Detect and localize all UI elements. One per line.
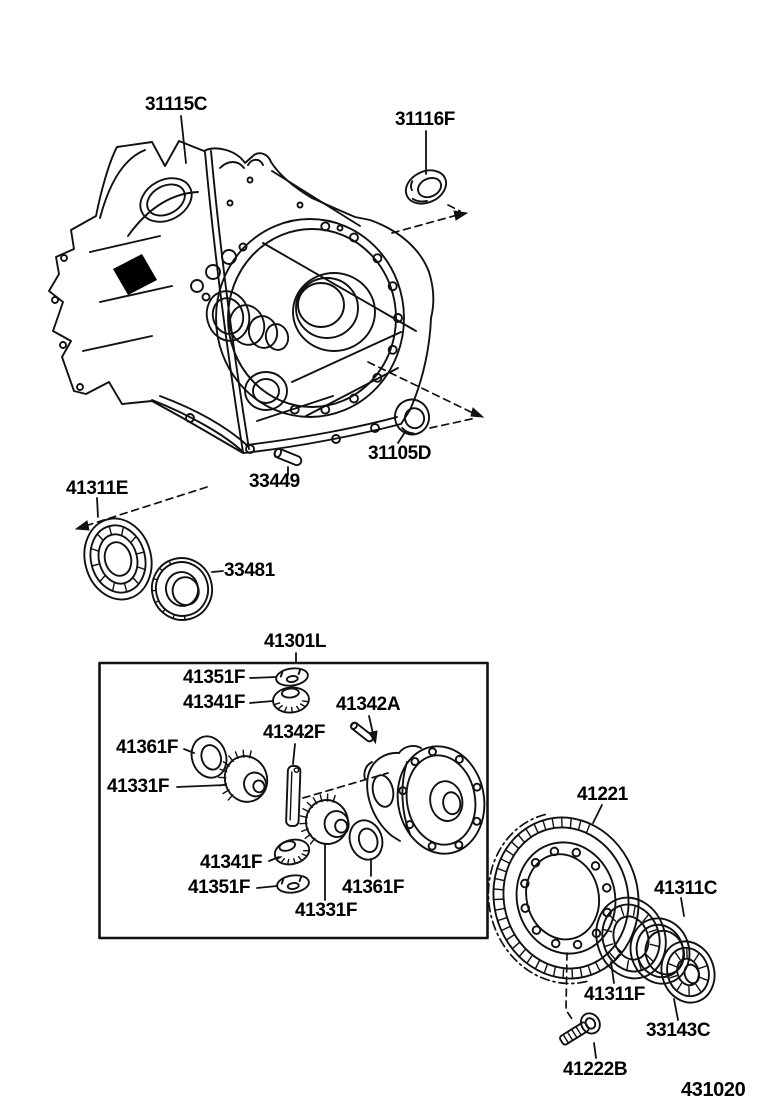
part-label-41222b: 41222B — [563, 1059, 628, 1080]
part-label-41221: 41221 — [577, 784, 628, 805]
part-label-41361f-top: 41361F — [116, 737, 179, 758]
differential-pinion-41341f-bottom-drawing — [272, 836, 312, 868]
straight-pin-33449-drawing — [273, 448, 302, 467]
side-gear-41331f-bottom-drawing — [295, 790, 352, 849]
differential-pinion-41341f-top-drawing — [272, 686, 310, 714]
part-label-41301l: 41301L — [264, 631, 327, 652]
part-label-41331f-bottom: 41331F — [295, 900, 358, 921]
part-label-41342a: 41342A — [336, 694, 401, 715]
part-label-41361f-bottom: 41361F — [342, 877, 405, 898]
part-label-41311e: 41311E — [66, 478, 129, 499]
pinion-shaft-41342f-drawing — [286, 766, 301, 826]
figure-number: 431020 — [681, 1079, 746, 1101]
rear-bearing-33481-drawing — [145, 551, 219, 626]
part-label-41351f-bottom: 41351F — [188, 877, 251, 898]
part-label-41341f-top: 41341F — [183, 692, 246, 713]
part-label-41311c: 41311C — [654, 878, 718, 899]
part-label-41351f-top: 41351F — [183, 667, 246, 688]
part-label-33449: 33449 — [249, 471, 300, 492]
part-label-31115c: 31115C — [145, 94, 208, 115]
part-label-31105d: 31105D — [368, 443, 432, 464]
ring-gear-41221-drawing — [470, 797, 656, 1000]
ring-gear-bolt-41222b-drawing — [556, 1010, 604, 1051]
thrust-washer-41351f-bottom-drawing — [276, 873, 310, 894]
differential-case-drawing — [364, 739, 492, 860]
part-label-41331f-top: 41331F — [107, 776, 170, 797]
part-label-41311f: 41311F — [584, 984, 645, 1005]
part-label-41342f: 41342F — [263, 722, 326, 743]
part-label-31116f: 31116F — [395, 109, 455, 130]
part-label-33143c: 33143C — [646, 1020, 711, 1041]
part-label-33481: 33481 — [224, 560, 275, 581]
part-label-41341f-bottom: 41341F — [200, 852, 263, 873]
transaxle-case-drawing — [49, 141, 433, 453]
thrust-washer-41351f-top-drawing — [275, 666, 309, 687]
